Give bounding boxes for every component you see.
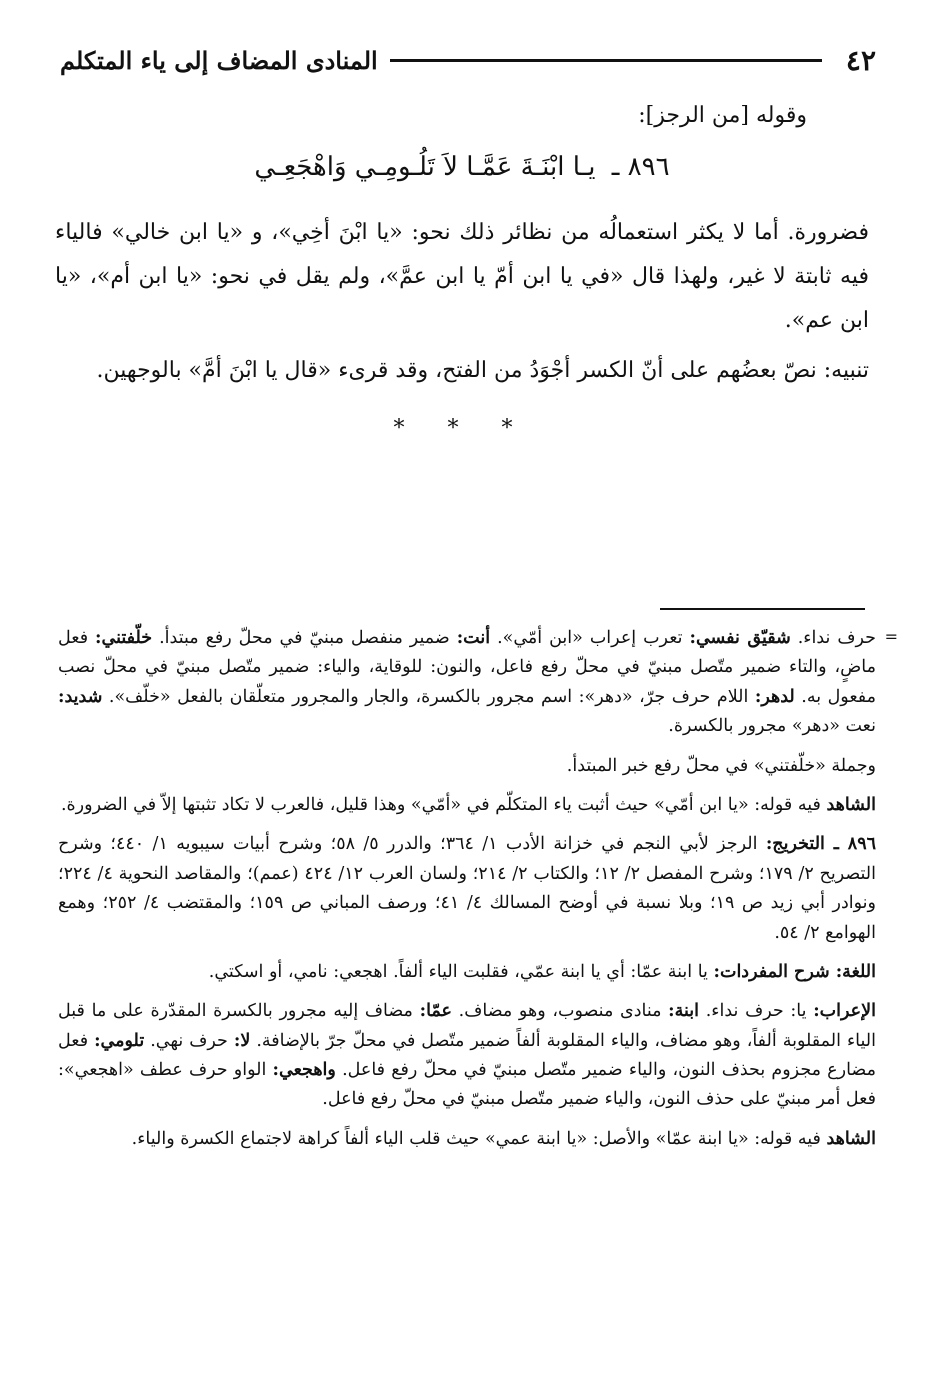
note-term: واهجعي: — [272, 1060, 336, 1081]
note-term: عمّا: — [419, 1001, 452, 1022]
note-text: حرف نداء. — [797, 628, 876, 648]
footnote-rule — [660, 608, 865, 610]
header-rule — [390, 59, 822, 62]
note-text: يا: حرف نداء. — [705, 1001, 807, 1022]
paragraph-1: فضرورة. أما لا يكثر استعمالُه من نظائر ذلك نحو: «يا ابْنَ أخِي»، و «يا ابن خالي» فالياء فيه ثابتة لا غير، ولهذا قال «في يا ابن أمّ يا ابن عمَّ»، ولم يقل في نحو: «يا ابن أم»، «يا ابن عم». — [55, 219, 869, 333]
section-separator: * * * — [393, 415, 531, 441]
note-text: مضاف إليه مجرور بالكسرة المقدّرة على ما قبل الياء المقلوبة ألفاً، وهو مضاف، والياء المقلوبة ألفاً ضمير متّصل في محلّ جرّ بالإضافة. — [58, 1001, 876, 1051]
continuation-marker: = — [884, 627, 898, 646]
note-text: الواو حرف عطف «اهجعي»: فعل أمر مبنيّ على حذف النون، والياء ضمير متّصل مبنيّ في محلّ رفع فاعل. — [58, 1060, 876, 1110]
note-text: تعرب إعراب «ابن أمّي». — [497, 628, 683, 648]
footnote-takhrij — [58, 830, 876, 948]
note-text: حرف نهي. — [150, 1030, 228, 1051]
note-text: الرجز لأبي النجم في خزانة الأدب ١/ ٣٦٤؛ والدرر ٥/ ٥٨؛ وشرح أبيات سيبويه ١/ ٤٤٠؛ وشرح التصريح ٢/ ١٧٩؛ وشرح المفصل ٢/ ١٢؛ والكتاب ٢/ ٢١٤؛ ولسان العرب ١٢/ ٤٢٤ (عمم)؛ والمقاصد النحوية ٤/ ٢٢٤؛ ونوادر أبي زيد ص ١٩؛ وبلا نسبة في أوضح المسالك ٤/ ٤١؛ ورصف المباني ص ١٥٩؛ والمقتضب ٤/ ٢٥٢؛ وهمع الهوامع ٢/ ٥٤. — [58, 834, 877, 943]
page-header — [60, 38, 876, 82]
note-text: فعل مضارع مجزوم بحذف النون، والياء ضمير متّصل مبنيّ في محلّ رفع فاعل. — [58, 1030, 876, 1081]
note-text: اللام حرف جرّ، «دهر»: اسم مجرور بالكسرة، والجار والمجرور متعلّقان بالفعل «خلّف». — [108, 686, 749, 707]
footnotes — [58, 624, 898, 1164]
footnote-shahid-1 — [58, 791, 876, 820]
footnote-irab — [58, 997, 876, 1115]
page-number: ٤٢ — [845, 43, 876, 77]
note-term: لدهر: — [754, 686, 795, 707]
note-term: تلومي: — [94, 1030, 145, 1051]
note-text: فيه قوله: «يا ابنة عمّا» والأصل: «يا ابنة عمي» حيث قلب الياء ألفاً كراهة لاجتماع الكسرة والياء. — [131, 1128, 821, 1149]
note-term: الإعراب: — [813, 1001, 876, 1022]
note-term: اللغة: شرح المفردات: — [713, 961, 876, 982]
note-term: أنت: — [456, 628, 491, 648]
paragraph-tanbih: تنبيه: نصّ بعضُهم على أنّ الكسر أجْوَدُ من الفتح، وقد قرىء «قال يا ابْنَ أمَّ» بالوجهين. — [96, 357, 869, 383]
note-text: فعل ماضٍ، والتاء ضمير متّصل مبنيّ في محلّ رفع فاعل، والنون: للوقاية، والياء: ضمير متّصل مبنيّ في محلّ نصب مفعول به. — [58, 628, 876, 707]
note-term: الشاهد — [826, 1128, 876, 1149]
note-text: منادى منصوب، وهو مضاف. — [458, 1001, 662, 1022]
verse-text: يـا ابْنَـةَ عَمَّـا لاَ تَلُـومِـي وَاهْجَعِـي — [254, 152, 596, 183]
footnote-shahid-2 — [58, 1125, 876, 1154]
note-term: خلّفتني: — [95, 628, 153, 648]
verse-intro: وقوله [من الرجز]: — [638, 103, 807, 128]
footnote-continued — [58, 624, 898, 742]
note-term: الشاهد — [826, 794, 876, 815]
note-term: ابنة: — [668, 1001, 700, 1022]
note-text: ضمير منفصل مبنيّ في محلّ رفع مبتدأ. — [159, 628, 450, 648]
verse-number: ٨٩٦ ـ — [611, 152, 670, 183]
note-text: فيه قوله: «يا ابن أمّي» حيث أثبت ياء المتكلّم في «أمّي» وهذا قليل، فالعرب لا تكاد تثبتها إلاّ في الضرورة. — [60, 794, 821, 815]
running-title: المنادى المضاف إلى ياء المتكلم — [60, 45, 378, 75]
note-text: يا ابنة عمّا: أي يا ابنة عمّي، فقلبت الياء ألفاً. اهجعي: نامي، أو اسكتي. — [208, 961, 708, 982]
main-text — [55, 98, 869, 446]
note-term: شديد: — [58, 686, 103, 707]
note-term: ٨٩٦ ـ التخريج: — [765, 834, 876, 855]
footnote-lugha — [58, 958, 876, 987]
footnote-jumla: وجملة «خلّفتني» في محلّ رفع خبر المبتدأ. — [566, 755, 876, 776]
note-term: شقيّق نفسي: — [689, 628, 791, 648]
verse-line — [55, 147, 869, 189]
note-text: نعت «دهر» مجرور بالكسرة. — [668, 716, 876, 737]
note-term: لا: — [233, 1030, 251, 1051]
